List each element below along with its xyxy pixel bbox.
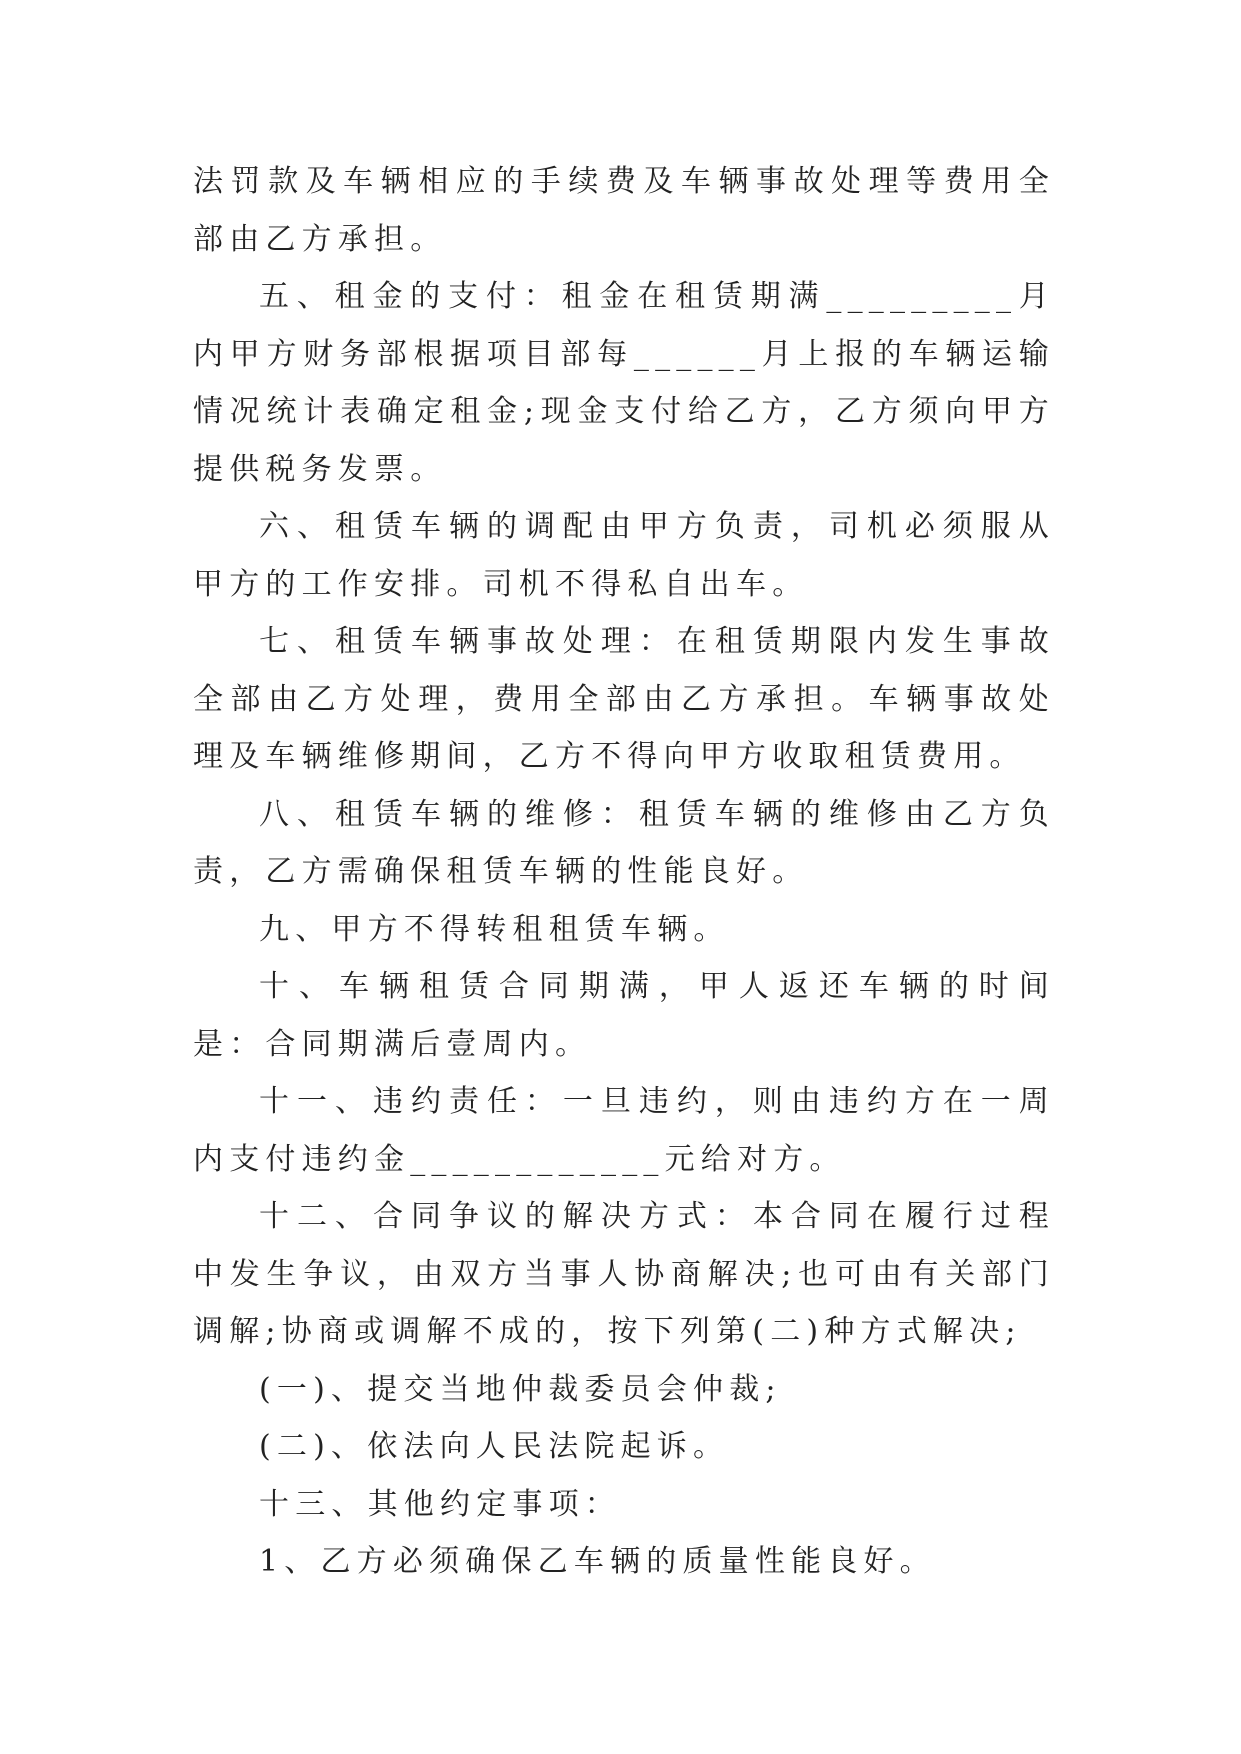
paragraph-accident-handling: 七、租赁车辆事故处理：在租赁期限内发生事故全部由乙方处理，费用全部由乙方承担。车辆事故处理及车辆维修期间，乙方不得向甲方收取租赁费用。 bbox=[193, 624, 1055, 774]
paragraph-option-litigation: (二)、依法向人民法院起诉。 bbox=[259, 1429, 730, 1464]
paragraph-option-arbitration: (一)、提交当地仲裁委员会仲裁; bbox=[259, 1371, 782, 1407]
paragraph-vehicle-maintenance: 八、租赁车辆的维修：租赁车辆的维修由乙方负责，乙方需确保租赁车辆的性能良好。 bbox=[193, 796, 1055, 889]
document-page bbox=[193, 153, 1055, 1591]
paragraph-no-sublease: 九、甲方不得转租租赁车辆。 bbox=[259, 911, 730, 947]
paragraph-vehicle-return: 十、车辆租赁合同期满，甲人返还车辆的时间是：合同期满后壹周内。 bbox=[193, 969, 1055, 1062]
paragraph-rent-payment: 五、租金的支付：租金在租赁期满_________月内甲方财务部根据项目部每______月上报的车辆运输情况统计表确定租金;现金支付给乙方，乙方须向甲方提供税务发票。 bbox=[193, 279, 1055, 487]
paragraph-other-matters: 十三、其他约定事项： bbox=[259, 1486, 621, 1522]
paragraph-item-1: 1、乙方必须确保乙车辆的质量性能良好。 bbox=[259, 1544, 936, 1579]
paragraph-vehicle-dispatch: 六、租赁车辆的调配由甲方负责，司机必须服从甲方的工作安排。司机不得私自出车。 bbox=[193, 509, 1055, 602]
paragraph-dispute-resolution: 十二、合同争议的解决方式：本合同在履行过程中发生争议，由双方当事人协商解决;也可由有关部门调解;协商或调解不成的，按下列第(二)种方式解决; bbox=[193, 1199, 1055, 1349]
paragraph-breach-liability: 十一、违约责任：一旦违约，则由违约方在一周内支付违约金____________元给对方。 bbox=[193, 1084, 1055, 1177]
paragraph-fines-continuation: 法罚款及车辆相应的手续费及车辆事故处理等费用全部由乙方承担。 bbox=[193, 164, 1055, 257]
